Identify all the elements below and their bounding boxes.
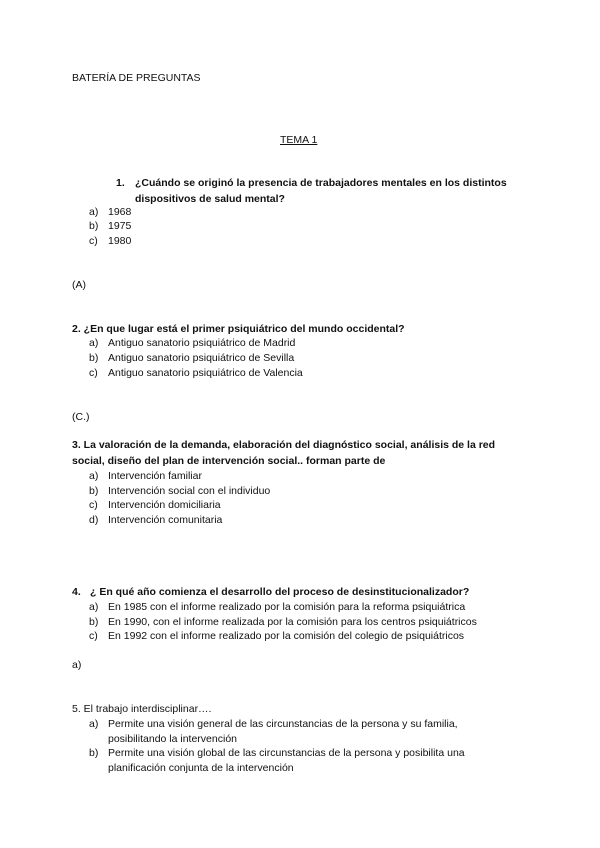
q3-option-b-text: Intervención social con el individuo xyxy=(108,485,271,497)
q4-option-c-text: En 1992 con el informe realizado por la comisión del colegio de psiquiátricos xyxy=(108,630,465,642)
q3-option-b-letter: b) xyxy=(89,485,99,497)
q3-option-d-letter: d) xyxy=(89,514,99,526)
q4-option-a-text: En 1985 con el informe realizado por la comisión para la reforma psiquiátrica xyxy=(108,601,466,613)
q5-option-a-text-line-2: posibilitando la intervención xyxy=(108,733,237,745)
topic-heading: TEMA 1 xyxy=(280,134,318,146)
q4-answer: a) xyxy=(72,659,82,671)
q2-option-b-letter: b) xyxy=(89,352,99,364)
q4-option-b-letter: b) xyxy=(89,616,99,628)
q2-option-c-text: Antiguo sanatorio psiquiátrico de Valencia xyxy=(108,367,303,379)
q1-option-c-letter: c) xyxy=(89,235,98,247)
q5-option-b-letter: b) xyxy=(89,747,99,759)
q5-option-a-letter: a) xyxy=(89,718,99,730)
q1-option-b-letter: b) xyxy=(89,220,99,232)
q1-option-c-text: 1980 xyxy=(108,235,132,247)
q3-option-a-letter: a) xyxy=(89,470,99,482)
q2-option-c-letter: c) xyxy=(89,367,98,379)
question-3-text-line-1: 3. La valoración de la demanda, elaboración del diagnóstico social, análisis de la red xyxy=(72,439,496,451)
q3-option-c-text: Intervención domiciliaria xyxy=(108,499,221,511)
q2-option-a-text: Antiguo sanatorio psiquiátrico de Madrid xyxy=(108,337,296,349)
q4-option-a-letter: a) xyxy=(89,601,99,613)
q5-option-b-text-line-1: Permite una visión global de las circunstancias de la persona y posibilita una xyxy=(108,747,465,759)
q3-option-c-letter: c) xyxy=(89,499,98,511)
q1-option-b-text: 1975 xyxy=(108,220,132,232)
q2-answer: (C.) xyxy=(72,411,90,423)
q1-answer: (A) xyxy=(72,279,86,291)
q4-option-b-text: En 1990, con el informe realizada por la comisión para los centros psiquiátricos xyxy=(108,616,477,628)
question-4-number: 4. xyxy=(72,586,81,598)
q2-option-a-letter: a) xyxy=(89,337,99,349)
question-1-number: 1. xyxy=(116,177,125,189)
q3-option-a-text: Intervención familiar xyxy=(108,470,202,482)
document-title: BATERÍA DE PREGUNTAS xyxy=(72,72,201,84)
question-2-text: 2. ¿En que lugar está el primer psiquiátrico del mundo occidental? xyxy=(72,323,405,335)
question-3-text-line-2: social, diseño del plan de intervención social.. forman parte de xyxy=(72,455,386,467)
q3-option-d-text: Intervención comunitaria xyxy=(108,514,223,526)
q1-option-a-text: 1968 xyxy=(108,206,132,218)
q2-option-b-text: Antiguo sanatorio psiquiátrico de Sevilla xyxy=(108,352,295,364)
question-5-text: 5. El trabajo interdisciplinar…. xyxy=(72,703,212,715)
q4-option-c-letter: c) xyxy=(89,630,98,642)
question-1-text: ¿Cuándo se originó la presencia de trabajadores mentales en los distintos dispositivos de salud mental? xyxy=(135,177,507,205)
q5-option-b-text-line-2: planificación conjunta de la intervención xyxy=(108,762,294,774)
q1-option-a-letter: a) xyxy=(89,206,99,218)
question-4-text: ¿ En qué año comienza el desarrollo del proceso de desinstitucionalizador? xyxy=(90,586,470,598)
q5-option-a-text-line-1: Permite una visión general de las circunstancias de la persona y su familia, xyxy=(108,718,458,730)
